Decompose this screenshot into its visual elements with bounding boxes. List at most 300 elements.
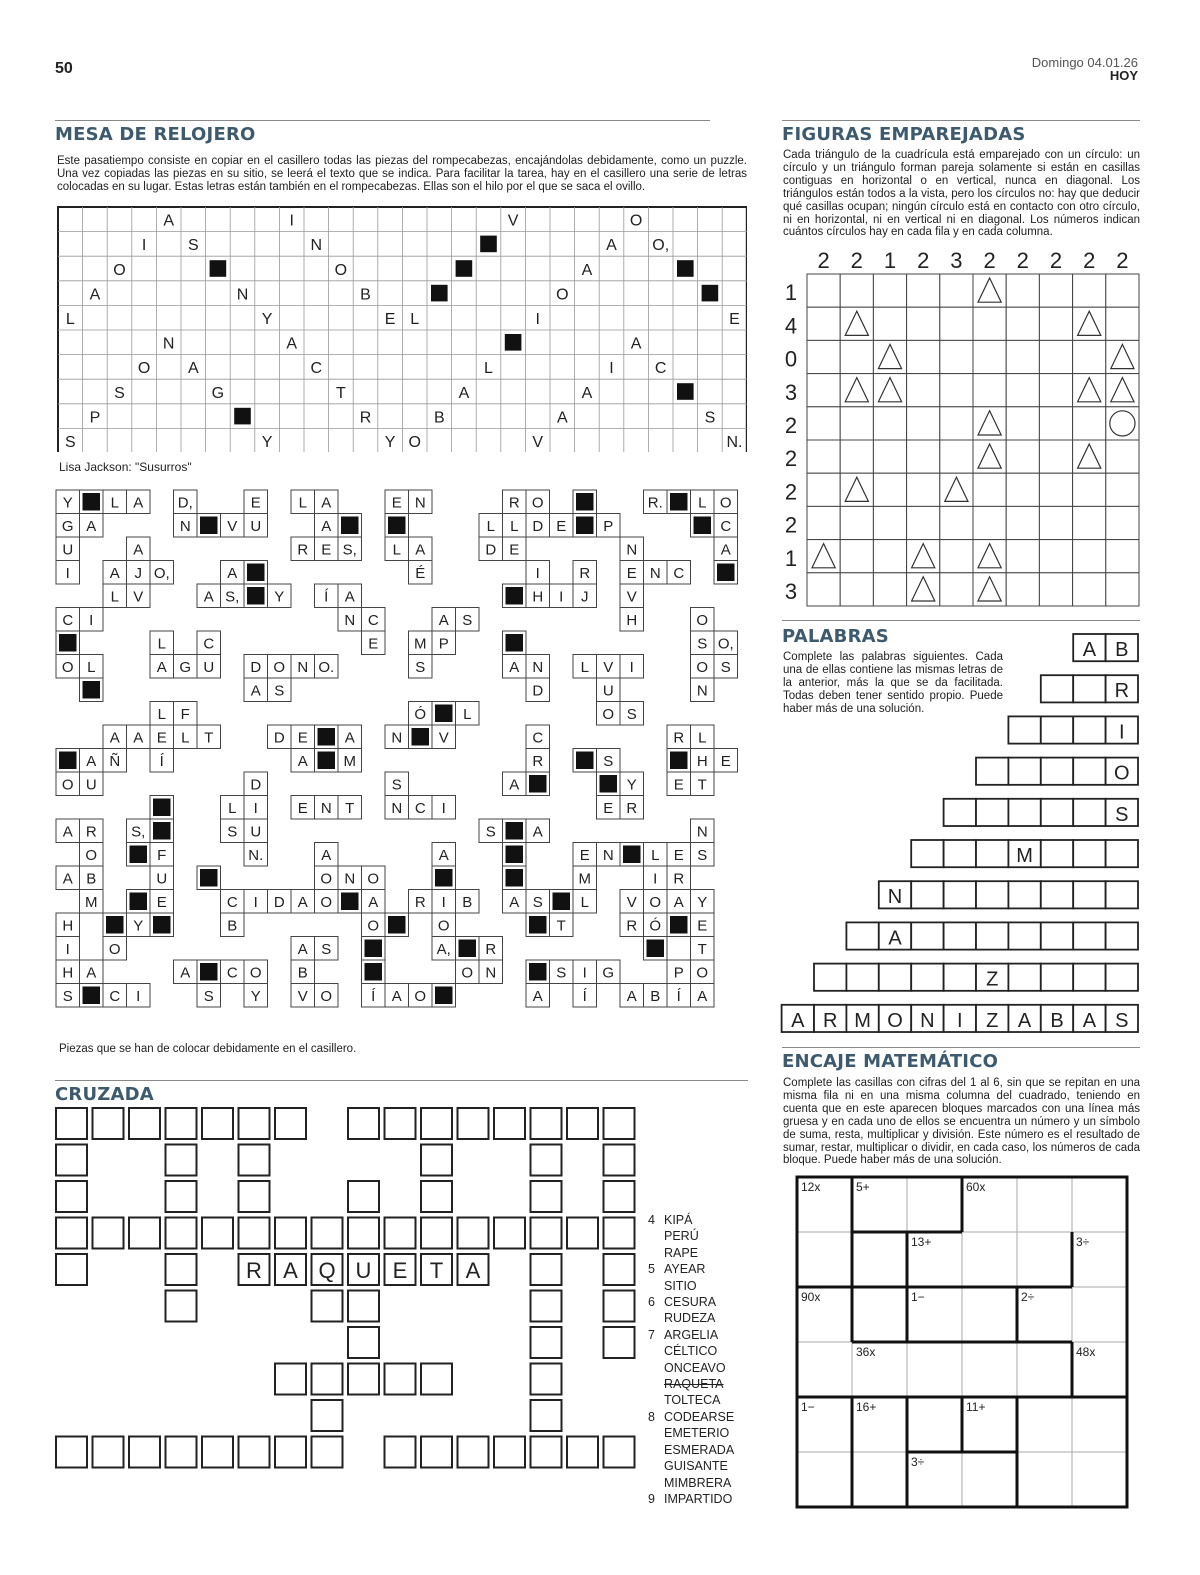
piece-letter: N — [602, 847, 614, 864]
crossword-cell — [312, 1400, 343, 1431]
pieces-caption: Piezas que se han de colocar debidamente en el casillero. — [59, 1043, 357, 1055]
piece-letter: O — [61, 659, 74, 676]
publication-name: HOY — [1109, 68, 1138, 83]
grid-letter: N — [310, 237, 323, 255]
crossword-cell — [129, 1218, 160, 1249]
piece-letter: D — [250, 659, 262, 676]
piece-letter: L — [87, 659, 96, 676]
word-cell — [944, 922, 976, 949]
black-square — [365, 963, 383, 981]
piece-letter: A — [509, 894, 520, 911]
black-square — [459, 940, 477, 958]
word: EMETERIO — [664, 1426, 730, 1441]
section-rule — [782, 1047, 1140, 1048]
piece-letter: A — [344, 729, 355, 747]
figuras-cell — [807, 274, 840, 307]
word-pyramid — [780, 630, 1142, 1038]
figuras-cell — [1006, 573, 1039, 606]
crossword-cell — [56, 1145, 87, 1176]
piece-letter: S — [203, 988, 214, 1005]
cage-clue: 12x — [801, 1180, 821, 1194]
figuras-cell — [807, 307, 840, 340]
crossword-cell — [239, 1437, 270, 1468]
figuras-cell — [907, 307, 940, 340]
piece-letter: L — [157, 635, 166, 653]
given-letter: M — [1016, 845, 1033, 867]
crossword-cell — [604, 1437, 635, 1468]
figuras-cell — [940, 340, 973, 373]
puzzle-piece — [409, 843, 480, 937]
row-count: 1 — [784, 280, 798, 306]
piece-letter: C — [109, 988, 121, 1005]
piece-letter: Y — [697, 894, 708, 911]
piece-letter: R — [414, 894, 426, 911]
piece-letter: S — [415, 659, 426, 676]
piece-letter: S — [274, 682, 285, 700]
piece-letter: N — [696, 682, 708, 700]
black-square — [647, 940, 665, 958]
puzzle-piece — [691, 608, 738, 702]
piece-letter: L — [580, 894, 589, 911]
figuras-cell — [907, 506, 940, 539]
placed-letter: A — [283, 1258, 298, 1283]
figuras-cell — [1073, 506, 1106, 539]
piece-letter: A — [368, 894, 379, 911]
piece-letter: L — [510, 518, 519, 535]
black-square — [576, 493, 594, 511]
puzzle-piece — [503, 725, 550, 796]
piece-letter: L — [228, 800, 237, 817]
word-cell — [846, 922, 878, 949]
figuras-title: FIGURAS EMPAREJADAS — [782, 124, 1026, 145]
figuras-cell — [840, 506, 873, 539]
crossword-cell — [166, 1145, 197, 1176]
cage-clue: 13+ — [911, 1235, 932, 1249]
mesa-title: MESA DE RELOJERO — [55, 124, 256, 145]
word: AYEAR — [664, 1262, 706, 1277]
figuras-cell — [1106, 473, 1139, 506]
piece-letter: N — [696, 823, 708, 841]
kenken-cell — [1072, 1452, 1127, 1507]
black-square — [234, 408, 251, 425]
piece-letter: O — [85, 847, 98, 864]
puzzle-piece — [315, 843, 386, 914]
row-count: 1 — [784, 545, 798, 571]
piece-letter: G — [179, 659, 192, 676]
kenken-cell — [907, 1397, 962, 1452]
figuras-cell — [907, 473, 940, 506]
word-cell — [1041, 881, 1073, 908]
crossword-cell — [312, 1291, 343, 1322]
grid-letter: O — [334, 261, 348, 279]
crossword-cell — [567, 1218, 598, 1249]
section-rule — [55, 120, 710, 121]
piece-letter: R — [673, 870, 685, 888]
grid-letter: E — [729, 311, 740, 328]
piece-letter: O — [414, 988, 427, 1005]
crossword-grid — [54, 1106, 639, 1506]
piece-letter: P — [673, 964, 684, 982]
figuras-cell — [1039, 540, 1072, 573]
crossword-cell — [494, 1218, 525, 1249]
figuras-cell — [840, 573, 873, 606]
figuras-cell — [807, 440, 840, 473]
piece-letter: I — [629, 659, 634, 676]
figuras-cell — [873, 307, 906, 340]
crossword-cell — [567, 1108, 598, 1139]
black-square — [153, 822, 171, 840]
crossword-cell — [166, 1218, 197, 1249]
crossword-cell — [56, 1254, 87, 1285]
piece-letter: A — [626, 988, 637, 1005]
figuras-cell — [1039, 473, 1072, 506]
word-cell — [814, 964, 846, 991]
figuras-cell — [940, 407, 973, 440]
piece-letter: E — [509, 541, 520, 559]
piece-letter: C — [203, 635, 215, 653]
figuras-cell — [907, 440, 940, 473]
black-square — [506, 846, 524, 864]
palabras-title: PALABRAS — [782, 626, 889, 647]
piece-letter: Y — [274, 588, 285, 606]
crossword-cell — [239, 1181, 270, 1212]
final-word-letter: M — [854, 1009, 871, 1032]
piece-letter: A — [297, 753, 308, 770]
black-square — [247, 587, 265, 605]
black-square — [388, 517, 406, 535]
piece-letter: L — [181, 729, 190, 747]
piece-letter: S — [626, 706, 637, 723]
crossword-cell — [166, 1254, 197, 1285]
piece-letter: C — [226, 964, 238, 982]
given-letter: Z — [986, 968, 999, 991]
crossword-cell — [56, 1218, 87, 1249]
piece-letter: J — [581, 588, 589, 606]
black-square — [456, 260, 473, 277]
word-cell — [1073, 881, 1105, 908]
crossword-cell — [239, 1218, 270, 1249]
figuras-cell — [1006, 473, 1039, 506]
black-square — [623, 846, 641, 864]
piece-letter: L — [157, 706, 166, 723]
word-cell — [1041, 758, 1073, 785]
figuras-cell — [940, 573, 973, 606]
row-count: 2 — [784, 413, 798, 438]
crossword-cell — [531, 1218, 562, 1249]
final-word-letter: O — [887, 1009, 903, 1032]
placed-letter: T — [429, 1258, 444, 1283]
crossword-cell — [312, 1437, 343, 1468]
piece-letter: V — [626, 894, 637, 911]
cruzada-title: CRUZADA — [55, 1084, 154, 1105]
column-count: 2 — [917, 248, 930, 273]
piece-letter: A — [344, 588, 355, 606]
piece-letter: I — [89, 612, 94, 629]
grid-letter: A — [163, 212, 175, 230]
piece-letter: V — [626, 588, 637, 606]
piece-letter: E — [673, 847, 684, 864]
mesa-author: Lisa Jackson: "Susurros" — [59, 460, 192, 474]
black-square — [318, 752, 336, 770]
piece-letter: O — [719, 494, 732, 512]
grid-letter: N. — [726, 434, 743, 451]
section-rule — [782, 620, 1140, 621]
word-cell — [879, 964, 911, 991]
piece-letter: I — [582, 964, 587, 982]
puzzle-piece — [409, 608, 480, 679]
kenken-cell — [852, 1232, 907, 1287]
word: RUDEZA — [664, 1311, 716, 1326]
word-cell — [976, 799, 1008, 826]
date: Domingo 04.01.26 — [1031, 55, 1138, 70]
piece-letter: A — [133, 729, 144, 747]
puzzle-piece — [667, 725, 738, 796]
piece-letter: S — [485, 823, 496, 841]
word-list-item — [648, 1360, 734, 1376]
puzzle-piece — [315, 584, 386, 655]
piece-letter: B — [227, 917, 238, 935]
figuras-cell — [1006, 540, 1039, 573]
puzzle-piece — [197, 561, 291, 608]
black-square — [247, 564, 265, 582]
figuras-cell — [807, 340, 840, 373]
black-square — [153, 916, 171, 934]
word-list-item — [648, 1327, 734, 1343]
piece-letter: S — [532, 894, 543, 911]
piece-letter: L — [110, 588, 119, 606]
figuras-cell — [873, 573, 906, 606]
kenken-cell — [852, 1452, 907, 1507]
piece-letter: A — [86, 518, 97, 535]
kenken-cell — [1072, 1397, 1127, 1452]
piece-letter: H — [62, 917, 74, 935]
word: ONCEAVO — [664, 1360, 726, 1375]
word-cell — [944, 840, 976, 867]
piece-letter: A — [156, 659, 167, 676]
piece-letter: M — [85, 894, 98, 911]
black-square — [694, 517, 712, 535]
piece-letter: A — [109, 565, 120, 582]
crossword-cell — [129, 1437, 160, 1468]
given-letter: R — [1114, 680, 1130, 703]
kenken-cell — [1017, 1397, 1072, 1452]
piece-letter: C — [414, 800, 426, 817]
row-count: 4 — [784, 313, 798, 339]
puzzle-piece — [526, 960, 620, 1007]
column-count: 2 — [1116, 248, 1129, 273]
piece-letter: I — [535, 565, 540, 582]
grid-letter: A — [630, 335, 642, 353]
puzzle-piece — [362, 913, 409, 1007]
piece-letter: Y — [62, 494, 73, 512]
piece-letter: J — [134, 565, 142, 582]
word-cell — [1073, 922, 1105, 949]
piece-letter: M — [343, 753, 356, 770]
piece-letter: Í — [371, 988, 376, 1005]
word-length: 4 — [648, 1213, 655, 1227]
piece-letter: A — [250, 682, 261, 700]
piece-letter: U — [62, 541, 74, 559]
word-cell — [1008, 758, 1040, 785]
kenken-cell — [962, 1342, 1017, 1397]
figuras-cell — [940, 440, 973, 473]
piece-letter: I — [441, 800, 446, 817]
word-cell — [1008, 881, 1040, 908]
piece-letter: A — [391, 988, 402, 1005]
black-square — [702, 285, 719, 302]
piece-letter: R — [626, 917, 638, 935]
piece-letter: R — [579, 565, 591, 582]
section-rule — [55, 1080, 748, 1081]
placed-letter: A — [465, 1258, 481, 1283]
grid-letter: S — [114, 384, 125, 402]
piece-letter: R — [508, 494, 520, 512]
piece-letter: A — [109, 729, 120, 747]
black-square — [83, 681, 101, 699]
piece-letter: O — [320, 870, 333, 888]
piece-letter: A — [438, 847, 449, 864]
black-square — [506, 869, 524, 887]
piece-letter: O — [437, 917, 450, 935]
crossword-cell — [385, 1218, 416, 1249]
cage-clue: 16+ — [856, 1400, 877, 1414]
crossword-cell — [494, 1108, 525, 1139]
word-cell — [1041, 716, 1073, 743]
crossword-cell — [166, 1108, 197, 1139]
piece-letter: N — [297, 659, 309, 676]
word-cell — [1106, 881, 1138, 908]
crossword-cell — [348, 1218, 379, 1249]
piece-letter: O — [696, 964, 709, 982]
piece-letter: D — [250, 776, 262, 794]
piece-letter: M — [414, 635, 427, 653]
column-count: 2 — [817, 248, 830, 273]
figuras-cell — [873, 274, 906, 307]
piece-letter: B — [297, 964, 308, 982]
crossword-cell — [239, 1145, 270, 1176]
crossword-cell — [421, 1181, 452, 1212]
piece-letter: V — [603, 659, 614, 676]
word-list-item — [648, 1212, 734, 1228]
piece-letter: O, — [153, 565, 170, 582]
figuras-cell — [973, 307, 1006, 340]
kenken-cell — [852, 1287, 907, 1342]
figuras-cell — [1006, 440, 1039, 473]
word-cell — [1073, 716, 1105, 743]
piece-letter: V — [133, 588, 144, 606]
cage-clue: 60x — [966, 1180, 986, 1194]
puzzle-piece — [56, 725, 127, 796]
piece-letter: A — [133, 494, 144, 512]
piece-letter: Í — [676, 988, 681, 1005]
figuras-cell — [1006, 274, 1039, 307]
black-square — [435, 705, 453, 723]
final-word-letter: Z — [986, 1009, 999, 1032]
piece-letter: H — [62, 964, 74, 982]
piece-letter: E — [368, 635, 379, 653]
piece-letter: L — [698, 729, 707, 747]
piece-letter: Í — [159, 753, 164, 770]
grid-letter: V — [532, 434, 544, 451]
crossword-cell — [421, 1145, 452, 1176]
piece-letter: E — [297, 800, 308, 817]
piece-letter: O — [367, 870, 380, 888]
crossword-cell — [239, 1108, 270, 1139]
word-cell — [944, 881, 976, 908]
piece-letter: A, — [436, 941, 451, 958]
mesa-grid — [57, 206, 747, 452]
puzzle-piece — [385, 490, 432, 584]
figuras-cell — [807, 374, 840, 407]
word: RAPE — [664, 1245, 699, 1260]
piece-letter: E — [697, 917, 708, 935]
piece-letter: B — [650, 988, 661, 1005]
crossword-cell — [275, 1364, 306, 1395]
figuras-cell — [1106, 573, 1139, 606]
piece-letter: L — [392, 541, 401, 559]
piece-letter: I — [253, 800, 258, 817]
piece-letter: A — [673, 894, 684, 911]
word-cell — [1008, 716, 1040, 743]
piece-letter: D — [485, 541, 497, 559]
word: CÉLTICO — [664, 1344, 718, 1359]
piece-letter: A — [321, 847, 332, 864]
puzzle-piece — [479, 819, 550, 890]
crossword-cell — [312, 1218, 343, 1249]
crossword-cell — [348, 1291, 379, 1322]
puzzle-piece — [197, 866, 315, 937]
piece-letter: D, — [177, 494, 193, 512]
figuras-cell — [1039, 307, 1072, 340]
grid-letter: O — [137, 360, 151, 378]
word-cell — [1041, 840, 1073, 867]
crossword-cell — [275, 1108, 306, 1139]
grid-letter: Y — [261, 434, 273, 451]
crossword-cell — [275, 1437, 306, 1468]
crossword-cell — [531, 1181, 562, 1212]
black-square — [341, 893, 359, 911]
piece-letter: H — [696, 753, 708, 770]
row-count: 2 — [784, 512, 798, 538]
piece-letter: R — [297, 541, 309, 559]
piece-letter: A — [86, 753, 97, 770]
kenken-cell — [962, 1452, 1017, 1507]
piece-letter: S — [391, 776, 402, 794]
kenken-cell — [907, 1177, 962, 1232]
grid-letter: A — [606, 237, 617, 255]
cage-clue: 1− — [911, 1290, 925, 1304]
piece-letter: R — [85, 823, 97, 841]
piece-letter: N — [391, 800, 403, 817]
word-cell — [1106, 840, 1138, 867]
crossword-cell — [531, 1145, 562, 1176]
kenken-cell — [962, 1232, 1017, 1287]
piece-letter: I — [559, 588, 564, 606]
word-cell — [1073, 758, 1105, 785]
piece-letter: B — [462, 894, 473, 911]
piece-letter: R — [485, 941, 497, 958]
piece-letter: A — [532, 823, 543, 841]
word-cell — [1106, 964, 1138, 991]
black-square — [529, 775, 547, 793]
piece-letter: T — [697, 776, 707, 794]
black-square — [59, 752, 77, 770]
figuras-cell — [1106, 407, 1139, 440]
crossword-cell — [56, 1181, 87, 1212]
grid-letter: N — [236, 286, 249, 304]
figuras-cell — [807, 407, 840, 440]
figuras-cell — [873, 540, 906, 573]
